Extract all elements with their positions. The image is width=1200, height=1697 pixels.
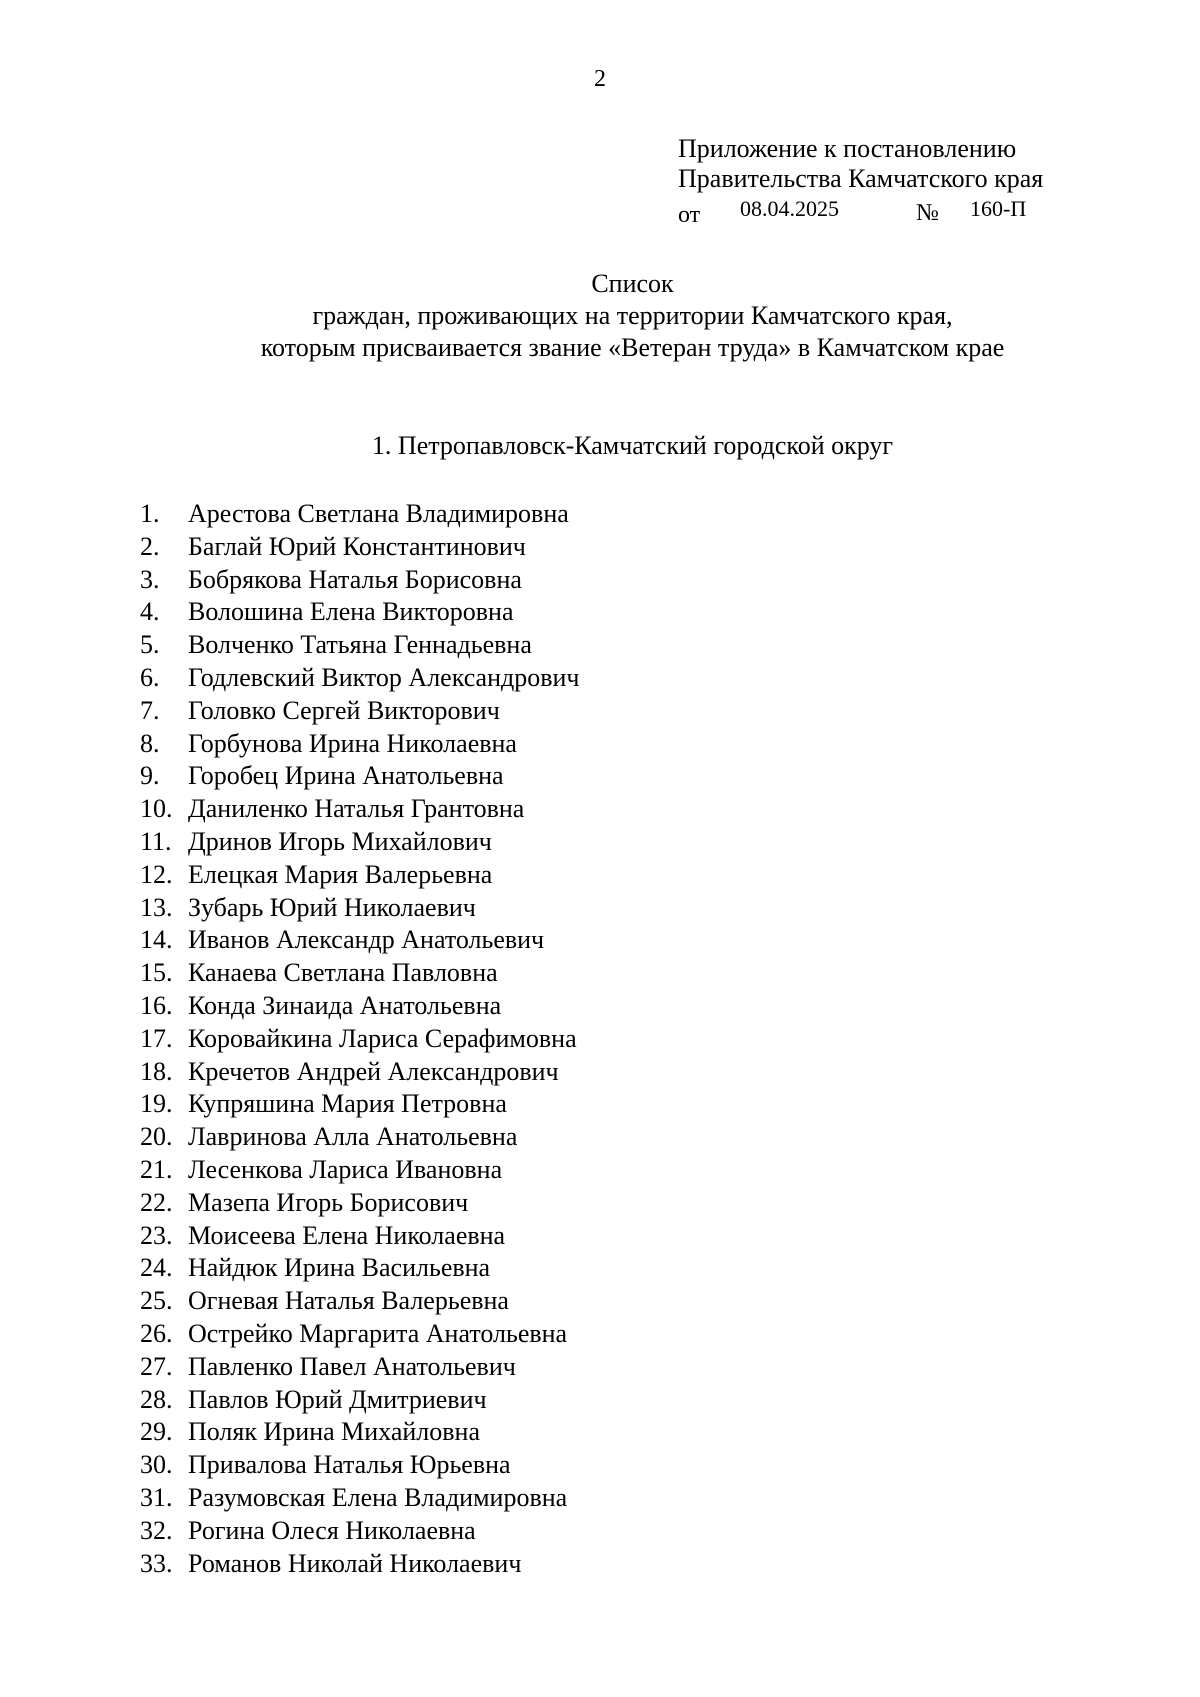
list-item-number: 25. (140, 1286, 173, 1316)
list-item (140, 564, 580, 597)
list-item (140, 957, 580, 990)
list-item-name: Горбунова Ирина Николаевна (188, 728, 517, 758)
list-item-number: 9. (140, 761, 160, 791)
list-item-number: 8. (140, 728, 160, 758)
list-item (140, 1154, 580, 1187)
list-item-name: Привалова Наталья Юрьевна (188, 1450, 511, 1480)
list-item-number: 32. (140, 1515, 173, 1545)
list-item-number: 14. (140, 925, 173, 955)
list-item-number: 30. (140, 1450, 173, 1480)
list-item (140, 1351, 580, 1384)
list-item-number: 17. (140, 1023, 173, 1053)
list-item (140, 793, 580, 826)
list-item (140, 1023, 580, 1056)
list-item (140, 662, 580, 695)
list-item-name: Елецкая Мария Валерьевна (188, 859, 493, 889)
list-item (140, 924, 580, 957)
list-item (140, 760, 580, 793)
list-item-name: Кречетов Андрей Александрович (188, 1056, 559, 1086)
list-item-name: Волченко Татьяна Геннадьевна (188, 630, 532, 660)
list-item-number: 13. (140, 892, 173, 922)
appendix-meta (678, 194, 1043, 228)
list-item-name: Романов Николай Николаевич (188, 1548, 522, 1578)
people-list (140, 498, 580, 1580)
appendix-block (678, 134, 1043, 228)
list-item-number: 3. (140, 564, 160, 594)
list-item (140, 1187, 580, 1220)
list-item-name: Лавринова Алла Анатольевна (188, 1122, 518, 1152)
list-item (140, 531, 580, 564)
list-item-number: 12. (140, 859, 173, 889)
list-item-name: Бобрякова Наталья Борисовна (188, 564, 522, 594)
list-item (140, 596, 580, 629)
list-item-number: 5. (140, 630, 160, 660)
list-item-name: Конда Зинаида Анатольевна (188, 990, 502, 1020)
list-item (140, 1416, 580, 1449)
title-line-3: которым присваивается звание «Ветеран труда» в Камчатском крае (260, 333, 1005, 362)
list-item-number: 22. (140, 1187, 173, 1217)
list-item-number: 4. (140, 597, 160, 627)
page-number: 2 (594, 66, 606, 92)
list-item-number: 26. (140, 1318, 173, 1348)
resolution-date: 08.04.2025 (740, 196, 839, 221)
list-item-name: Острейко Маргарита Анатольевна (188, 1318, 568, 1348)
list-item (140, 1482, 580, 1515)
list-item (140, 1252, 580, 1285)
list-item-name: Поляк Ирина Михайловна (188, 1417, 480, 1447)
list-item-number: 16. (140, 990, 173, 1020)
list-item-name: Огневая Наталья Валерьевна (188, 1286, 509, 1316)
list-item-name: Головко Сергей Викторович (188, 695, 500, 725)
list-item (140, 859, 580, 892)
list-item (140, 1449, 580, 1482)
list-item-number: 6. (140, 662, 160, 692)
list-item-name: Моисеева Елена Николаевна (188, 1220, 506, 1250)
list-item (140, 990, 580, 1023)
list-item-name: Разумовская Елена Владимировна (188, 1482, 568, 1512)
title-line-2: граждан, проживающих на территории Камчатского края, (312, 301, 953, 330)
list-item (140, 892, 580, 925)
list-item (140, 695, 580, 728)
list-item-number: 2. (140, 531, 160, 561)
list-item (140, 1088, 580, 1121)
list-item-number: 19. (140, 1089, 173, 1119)
list-item-number: 20. (140, 1122, 173, 1152)
document-title (0, 268, 1200, 364)
list-item-name: Лесенкова Лариса Ивановна (188, 1154, 503, 1184)
title-line-1: Список (591, 269, 674, 298)
list-item-name: Зубарь Юрий Николаевич (188, 892, 476, 922)
list-item-name: Павлов Юрий Дмитриевич (188, 1384, 487, 1414)
list-item-number: 21. (140, 1154, 173, 1184)
list-item-name: Рогина Олеся Николаевна (188, 1515, 476, 1545)
list-item-name: Волошина Елена Викторовна (188, 597, 514, 627)
list-item (140, 498, 580, 531)
list-item-number: 1. (140, 499, 160, 528)
list-item (140, 1318, 580, 1351)
list-item-name: Мазепа Игорь Борисович (188, 1187, 469, 1217)
list-item (140, 728, 580, 761)
list-item-name: Арестова Светлана Владимировна (188, 499, 569, 528)
appendix-line-2: Правительства Камчатского края (678, 164, 1044, 193)
list-item (140, 1384, 580, 1417)
list-item (140, 629, 580, 662)
section-heading: 1. Петропавловск-Камчатский городской округ (371, 431, 894, 460)
list-item-number: 15. (140, 958, 173, 988)
list-item-number: 18. (140, 1056, 173, 1086)
list-item-name: Найдюк Ирина Васильевна (188, 1253, 491, 1283)
date-prefix: от (678, 202, 701, 228)
list-item (140, 1056, 580, 1089)
list-item (140, 1121, 580, 1154)
list-item-name: Канаева Светлана Павловна (188, 958, 498, 988)
appendix-line-1: Приложение к постановлению (678, 134, 1017, 163)
list-item-number: 23. (140, 1220, 173, 1250)
list-item-name: Коровайкина Лариса Серафимовна (188, 1023, 577, 1053)
list-item-number: 27. (140, 1351, 173, 1381)
list-item-number: 28. (140, 1384, 173, 1414)
list-item-name: Дринов Игорь Михайлович (188, 826, 492, 856)
list-item-number: 33. (140, 1548, 173, 1578)
list-item (140, 1548, 580, 1581)
list-item (140, 826, 580, 859)
number-prefix: № (916, 200, 939, 226)
list-item-number: 10. (140, 794, 173, 824)
list-item-name: Годлевский Виктор Александрович (188, 662, 580, 692)
list-item (140, 1285, 580, 1318)
list-item-name: Купряшина Мария Петровна (188, 1089, 507, 1119)
list-item-number: 31. (140, 1482, 173, 1512)
list-item-number: 7. (140, 695, 160, 725)
resolution-number: 160-П (970, 196, 1027, 221)
list-item-number: 24. (140, 1253, 173, 1283)
list-item-name: Иванов Александр Анатольевич (188, 925, 545, 955)
list-item-name: Горобец Ирина Анатольевна (188, 761, 504, 791)
list-item (140, 1515, 580, 1548)
list-item-name: Даниленко Наталья Грантовна (188, 794, 525, 824)
list-item-name: Баглай Юрий Константинович (188, 531, 526, 561)
list-item-name: Павленко Павел Анатольевич (188, 1351, 516, 1381)
list-item-number: 11. (140, 826, 172, 856)
list-item-number: 29. (140, 1417, 173, 1447)
list-item (140, 1220, 580, 1253)
